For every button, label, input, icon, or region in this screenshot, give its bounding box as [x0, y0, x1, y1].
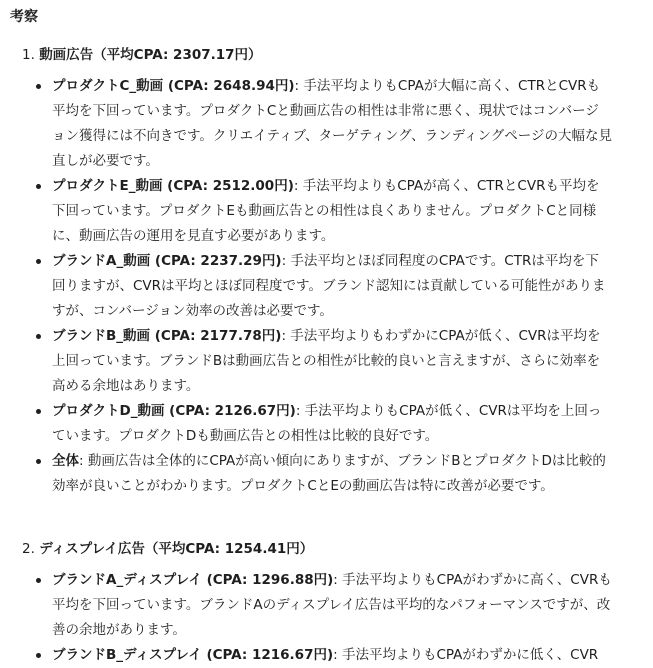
- bullet-icon: [36, 184, 41, 189]
- bullet-icon: [36, 459, 41, 464]
- item-label: ブランドB_動画 (CPA: 2177.78円): [52, 328, 282, 344]
- item-label: ブランドB_ディスプレイ (CPA: 1216.67円): [52, 647, 334, 663]
- bullet-icon: [36, 84, 41, 89]
- item-text: : 手法平均よりもCPAが高く、CTRとCVRも平均を下回っています。プロダクトEも動画広告との相性は良くありません。プロダクトCと同様に、動画広告の運用を見直す必要があります。: [52, 178, 600, 244]
- list-item: [0, 324, 612, 399]
- section-heading: 考察: [10, 9, 38, 25]
- item-text: : 手法平均よりもわずかにCPAが低く、CVRは平均を上回っています。ブランドBは動画広告との相性が比較的良いと言えますが、さらに効率を高める余地はあります。: [52, 328, 601, 394]
- item-text: : 手法平均よりもCPAがわずかに低く、CVR: [333, 647, 599, 663]
- section-number: 1.: [22, 47, 35, 63]
- list-item: [0, 174, 612, 249]
- list-item: [0, 249, 612, 324]
- section-title-video-ads: [22, 44, 262, 66]
- section-title-display-ads: [22, 538, 313, 560]
- item-text: : 手法平均よりもCPAが大幅に高く、CTRとCVRも平均を下回っています。プロダクトCと動画広告の相性は非常に悪く、現状ではコンバージョン獲得には不向きです。クリエイティブ、ターゲティング、ランディングページの大幅な見直しが必要です。: [52, 78, 612, 169]
- list-item: [0, 399, 612, 449]
- item-text: : 手法平均とほぼ同程度のCPAです。CTRは平均を下回りますが、CVRは平均とほぼ同程度です。ブランド認知には貢献している可能性がありますが、コンバージョン効率の改善は必要です。: [52, 253, 606, 319]
- bullet-icon: [36, 259, 41, 264]
- item-label: プロダクトC_動画 (CPA: 2648.94円): [52, 78, 295, 94]
- bullet-icon: [36, 334, 41, 339]
- list-item: [0, 449, 612, 499]
- section-title-text: 動画広告（平均CPA: 2307.17円）: [39, 47, 262, 63]
- item-text: : 手法平均よりもCPAがわずかに高く、CVRも平均を下回っています。ブランドAのディスプレイ広告は平均的なパフォーマンスですが、改善の余地があります。: [52, 572, 612, 638]
- item-label: プロダクトE_動画 (CPA: 2512.00円): [52, 178, 294, 194]
- video-ads-list: [0, 74, 612, 499]
- item-label: ブランドA_動画 (CPA: 2237.29円): [52, 253, 282, 269]
- list-item: [0, 568, 612, 643]
- display-ads-list: [0, 568, 612, 668]
- bullet-icon: [36, 578, 41, 583]
- item-label: ブランドA_ディスプレイ (CPA: 1296.88円): [52, 572, 334, 588]
- item-label: プロダクトD_動画 (CPA: 2126.67円): [52, 403, 296, 419]
- item-label: 全体: [52, 453, 79, 469]
- item-text: : 動画広告は全体的にCPAが高い傾向にありますが、ブランドBとプロダクトDは比較的効率が良いことがわかります。プロダクトCとEの動画広告は特に改善が必要です。: [52, 453, 606, 494]
- list-item: [0, 643, 612, 668]
- item-text: : 手法平均よりもCPAが低く、CVRは平均を上回っています。プロダクトDも動画広告との相性は比較的良好です。: [52, 403, 602, 444]
- bullet-icon: [36, 653, 41, 658]
- section-title-text: ディスプレイ広告（平均CPA: 1254.41円）: [39, 541, 314, 557]
- bullet-icon: [36, 409, 41, 414]
- section-number: 2.: [22, 541, 35, 557]
- list-item: [0, 74, 612, 174]
